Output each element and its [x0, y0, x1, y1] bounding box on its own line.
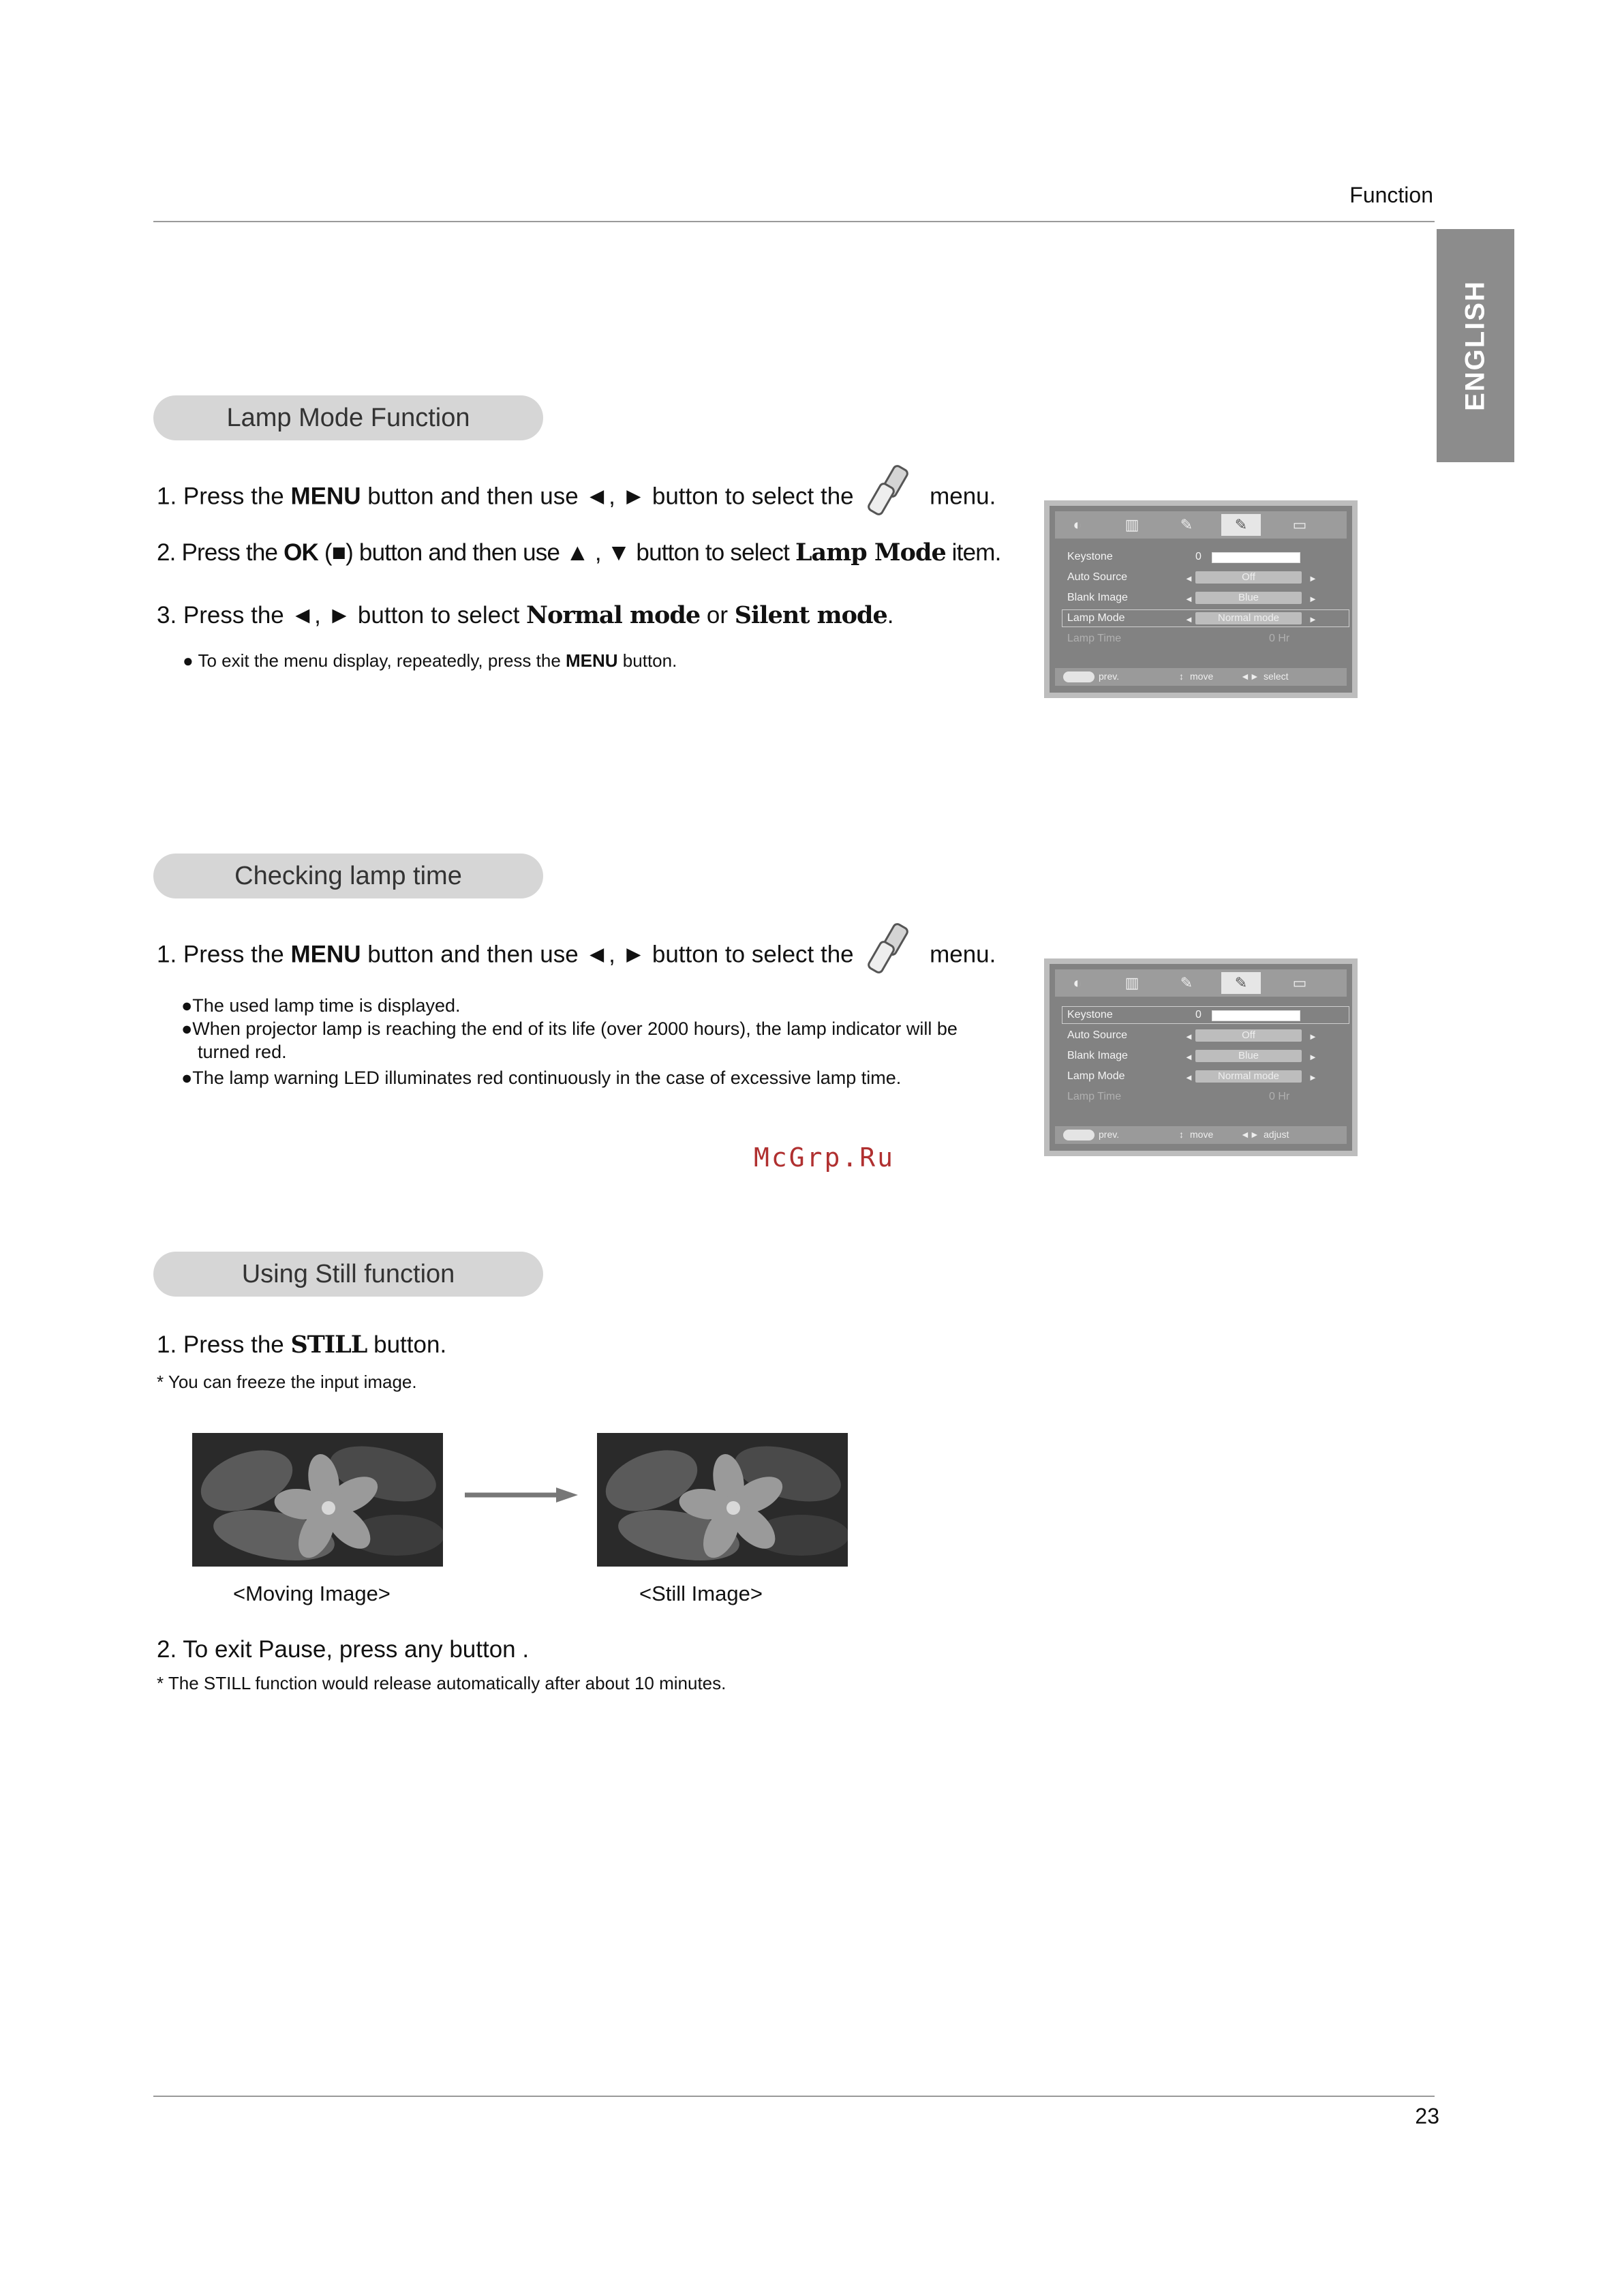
leftright-icon: ◄► — [1240, 1129, 1259, 1140]
picture-tab-icon: ◐ — [1073, 516, 1082, 533]
install-tab-icon: ✎ — [1180, 974, 1193, 991]
input-tab-icon: ▭ — [1292, 516, 1307, 533]
osd-menu-lamp-mode — [1044, 500, 1358, 698]
osd-right-arrow: ► — [1309, 614, 1317, 624]
install-tab-icon: ✎ — [1180, 516, 1193, 533]
osd-left-arrow: ◄ — [1184, 594, 1193, 604]
still-title: Using Still function — [153, 1252, 543, 1297]
osd-blank-image-value: Blue — [1195, 1050, 1302, 1062]
osd-auto-source-value: Off — [1195, 1029, 1302, 1042]
osd-left-arrow: ◄ — [1184, 614, 1193, 624]
lamp-time-title: Checking lamp time — [153, 854, 543, 898]
menu-button-icon — [1063, 1130, 1095, 1141]
still-step-1: 1. Press the STILL button. — [157, 1331, 447, 1359]
osd-left-arrow: ◄ — [1184, 1072, 1193, 1083]
language-tab-label: ENGLISH — [1460, 280, 1490, 411]
osd-row-lamp-mode: Lamp Mode — [1067, 1070, 1125, 1082]
osd-right-arrow: ► — [1309, 594, 1317, 604]
watermark: McGrp.Ru — [754, 1143, 896, 1173]
osd-right-arrow: ► — [1309, 1031, 1317, 1042]
option-menu-icon — [864, 922, 919, 976]
picture-tab-icon: ◐ — [1073, 974, 1082, 991]
section-header: Function — [1349, 183, 1433, 207]
osd-blank-image-value: Blue — [1195, 592, 1302, 604]
osd-lamp-time-value: 0 Hr — [1269, 633, 1290, 644]
osd-footer: prev. ↕ move ◄► select — [1055, 668, 1347, 686]
still-step-2: 2. To exit Pause, press any button . — [157, 1636, 530, 1663]
osd-row-blank-image: Blank Image — [1067, 1050, 1128, 1061]
osd-row-keystone: Keystone — [1067, 551, 1113, 562]
osd-lamp-mode-value: Normal mode — [1195, 1070, 1302, 1083]
lamp-time-step-1: 1. Press the MENU button and then use ◄, ► button to select the menu. — [157, 935, 996, 976]
osd-row-lamp-mode: Lamp Mode — [1067, 612, 1125, 624]
updown-icon: ↕ — [1179, 1129, 1184, 1140]
osd-auto-source-value: Off — [1195, 571, 1302, 584]
osd-left-arrow: ◄ — [1184, 1052, 1193, 1062]
lamp-mode-step-3: 3. Press the ◄, ► button to select Normal mode or Silent mode. — [157, 601, 894, 629]
arrow-right-icon — [463, 1485, 579, 1505]
screen-tab-icon: ▥ — [1124, 974, 1139, 991]
bullet-item: ●The used lamp time is displayed. — [181, 995, 461, 1016]
osd-keystone-value: 0 — [1195, 551, 1202, 562]
language-tab — [1437, 229, 1514, 462]
osd-row-auto-source: Auto Source — [1067, 1029, 1128, 1041]
osd-lamp-time-value: 0 Hr — [1269, 1091, 1290, 1102]
still-note-2: * The STILL function would release automatically after about 10 minutes. — [157, 1673, 726, 1693]
screen-tab-icon: ▥ — [1124, 516, 1139, 533]
footer-rule — [153, 2096, 1435, 2097]
lamp-time-bullets — [181, 994, 985, 1089]
osd-right-arrow: ► — [1309, 573, 1317, 584]
lamp-mode-note: ● To exit the menu display, repeatedly, press the MENU button. — [183, 650, 677, 671]
input-tab-icon: ▭ — [1292, 974, 1307, 991]
leftright-icon: ◄► — [1240, 671, 1259, 682]
osd-row-auto-source: Auto Source — [1067, 571, 1128, 583]
lamp-mode-step-1: 1. Press the MENU button and then use ◄, ► button to select the menu. — [157, 477, 996, 518]
osd-keystone-slider — [1212, 1010, 1300, 1021]
osd-footer: prev. ↕ move ◄► adjust — [1055, 1126, 1347, 1144]
osd-left-arrow: ◄ — [1184, 1031, 1193, 1042]
updown-icon: ↕ — [1179, 671, 1184, 682]
osd-lamp-mode-value: Normal mode — [1195, 612, 1302, 624]
osd-tab-bar — [1055, 969, 1347, 997]
header-rule — [153, 221, 1435, 222]
moving-image — [192, 1433, 443, 1567]
osd-menu-lamp-time — [1044, 958, 1358, 1156]
still-image — [597, 1433, 848, 1567]
osd-row-blank-image: Blank Image — [1067, 592, 1128, 603]
osd-keystone-value: 0 — [1195, 1009, 1202, 1021]
osd-keystone-slider — [1212, 552, 1300, 563]
bullet-item: ●The lamp warning LED illuminates red continuously in the case of excessive lamp time. — [181, 1068, 902, 1088]
menu-button-icon — [1063, 671, 1095, 682]
option-tab-icon: ✎ — [1221, 514, 1261, 536]
still-image-caption: <Still Image> — [639, 1582, 763, 1605]
osd-row-lamp-time: Lamp Time — [1067, 633, 1122, 644]
osd-row-keystone: Keystone — [1067, 1009, 1113, 1021]
option-menu-icon — [864, 464, 919, 518]
lamp-mode-title: Lamp Mode Function — [153, 395, 543, 440]
osd-row-lamp-time: Lamp Time — [1067, 1091, 1122, 1102]
option-tab-icon: ✎ — [1221, 972, 1261, 994]
osd-right-arrow: ► — [1309, 1072, 1317, 1083]
lamp-mode-step-2: 2. Press the OK (■) button and then use ▲ , ▼ button to select Lamp Mode item. — [157, 539, 1001, 567]
osd-right-arrow: ► — [1309, 1052, 1317, 1062]
page-number: 23 — [1415, 2104, 1439, 2128]
still-note-1: * You can freeze the input image. — [157, 1372, 417, 1392]
moving-image-caption: <Moving Image> — [233, 1582, 391, 1605]
osd-tab-bar — [1055, 511, 1347, 539]
bullet-item: ●When projector lamp is reaching the end of its life (over 2000 hours), the lamp indicator will be turned red. — [181, 1018, 958, 1062]
osd-left-arrow: ◄ — [1184, 573, 1193, 584]
